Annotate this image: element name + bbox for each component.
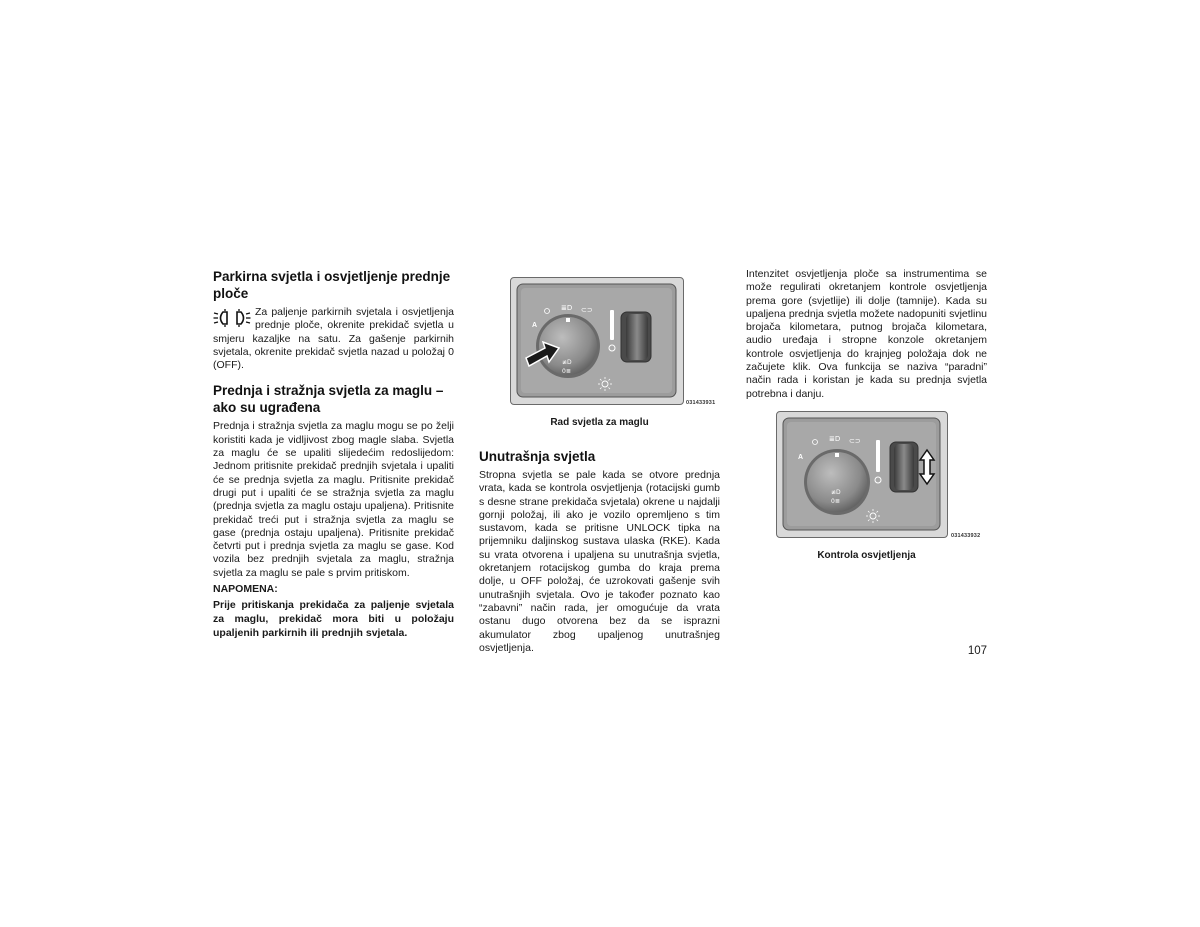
headlamp-switch-panel [510, 277, 684, 405]
svg-text:≢D: ≢D [562, 359, 572, 366]
parking-lights-icon [213, 308, 251, 328]
fog-lights-text: Prednja i stražnja svjetla za maglu mogu se po želji koristiti kada je vidljivost zbog magle slaba. Svjetla za maglu će se upaliti slijedećim redoslijedom: Jednom pritisnite prekidač prednjih svjetala i upaliti će se prednja svjetla za maglu. Pritisnite prekidač drugi put i upaliti će se stražnja svjetla za maglu (prednja svjetla za maglu ostaju upaljena). Pritisnite prekidač treći put i stražnja svjetla za maglu se gase (prednja ostaju upaljena). Pritisnite prekidač četvrti put i prednja svjetla za maglu se gase. Kod vozila bez prednjih svjetala za maglu, stražnja svjetla za maglu se pale s prvim pritiskom. [213, 420, 454, 579]
auto-position-label-2: A [798, 454, 804, 461]
middle-column [479, 448, 720, 655]
note-text: Prije pritiskanja prekidača za paljenje svjetala za maglu, prekidač mora biti u položaju upaljenih parkirnih ili prednjih svjetala. [213, 599, 454, 639]
svg-text:0≣: 0≣ [831, 498, 840, 505]
right-column [746, 268, 987, 401]
figure-code-2: 031433932 [951, 533, 981, 539]
section-heading-fog-lights: Prednja i stražnja svjetla za maglu – ako su ugrađena [213, 383, 444, 416]
svg-text:⊂⊃: ⊂⊃ [581, 306, 593, 314]
left-column [213, 268, 454, 640]
dimmer-thumbwheel-2 [894, 444, 914, 490]
svg-text:≣D: ≣D [829, 435, 841, 443]
auto-position-label: A [532, 322, 538, 329]
figure-code: 031433931 [686, 400, 716, 406]
svg-text:⊂⊃: ⊂⊃ [849, 437, 861, 445]
dimmer-text: Intenzitet osvjetljenja ploče sa instrumentima se može regulirati okretanjem kontrole osvjetljenja prema gore (svjetlije) ili dolje (tamnije). Kada su upaljena prednja svjetla možete nadopuniti svjetlinu brojača kilometara, putnog brojača kilometara, audio uređaja i stropne konzole okretanjem kontrole osvjetljenja do krajnjeg položaja dok ne začujete klik. Ova funkcija se naziva “paradni” način rada i koristan je kada su prednja svjetla potrebna i danju. [746, 268, 987, 400]
figure-caption-2: Kontrola osvjetljenja [817, 550, 916, 561]
svg-text:≢D: ≢D [831, 489, 841, 496]
page-number: 107 [967, 645, 987, 657]
note-label: NAPOMENA: [213, 583, 278, 596]
headlamp-switch-panel-2 [776, 411, 948, 538]
interior-lights-text: Stropna svjetla se pale kada se otvore prednja vrata, kada se kontrola osvjetljenja (rotacijski gumb s desne strane prekidača svjetala) okrene u najdalji gornji položaj, ili ako je vozilo opremljeno s tim sustavom, kada se pritisne UNLOCK tipka na prijemniku daljinskog sustava ulaska (RKE). Kada su vrata otvorena i upaljena su unutrašnja svjetla, okretanjem rotacijskog gumba do kraja prema dolje, u OFF položaj, će uzrokovati gašenje svih unutrašnjih svjetala. Ovo je također poznato kao “zabavni” način rada, jer omogućuje da vrata ostanu dugo otvorena bez da se isprazni akumulator zbog upaljenog unutrašnjeg osvjetljenja. [479, 469, 720, 654]
svg-text:≣D: ≣D [561, 304, 573, 312]
dimmer-thumbwheel [626, 314, 648, 360]
svg-text:0≣: 0≣ [562, 368, 571, 375]
section-heading-interior-lights: Unutrašnja svjetla [479, 449, 596, 464]
figure-caption: Rad svjetla za maglu [550, 417, 649, 428]
section-heading-parking-lights: Parkirna svjetla i osvjetljenje prednje ploče [213, 269, 451, 301]
parking-lights-text: Za paljenje parkirnih svjetala i osvjetljenja prednje ploče, okrenite prekidač svjetla u smjeru kazaljke na satu. Za gašenje parkirnih svjetala, okrenite prekidač svjetla nazad u položaj 0 (OFF). [213, 306, 454, 372]
parking-lights-paragraph [213, 306, 454, 372]
